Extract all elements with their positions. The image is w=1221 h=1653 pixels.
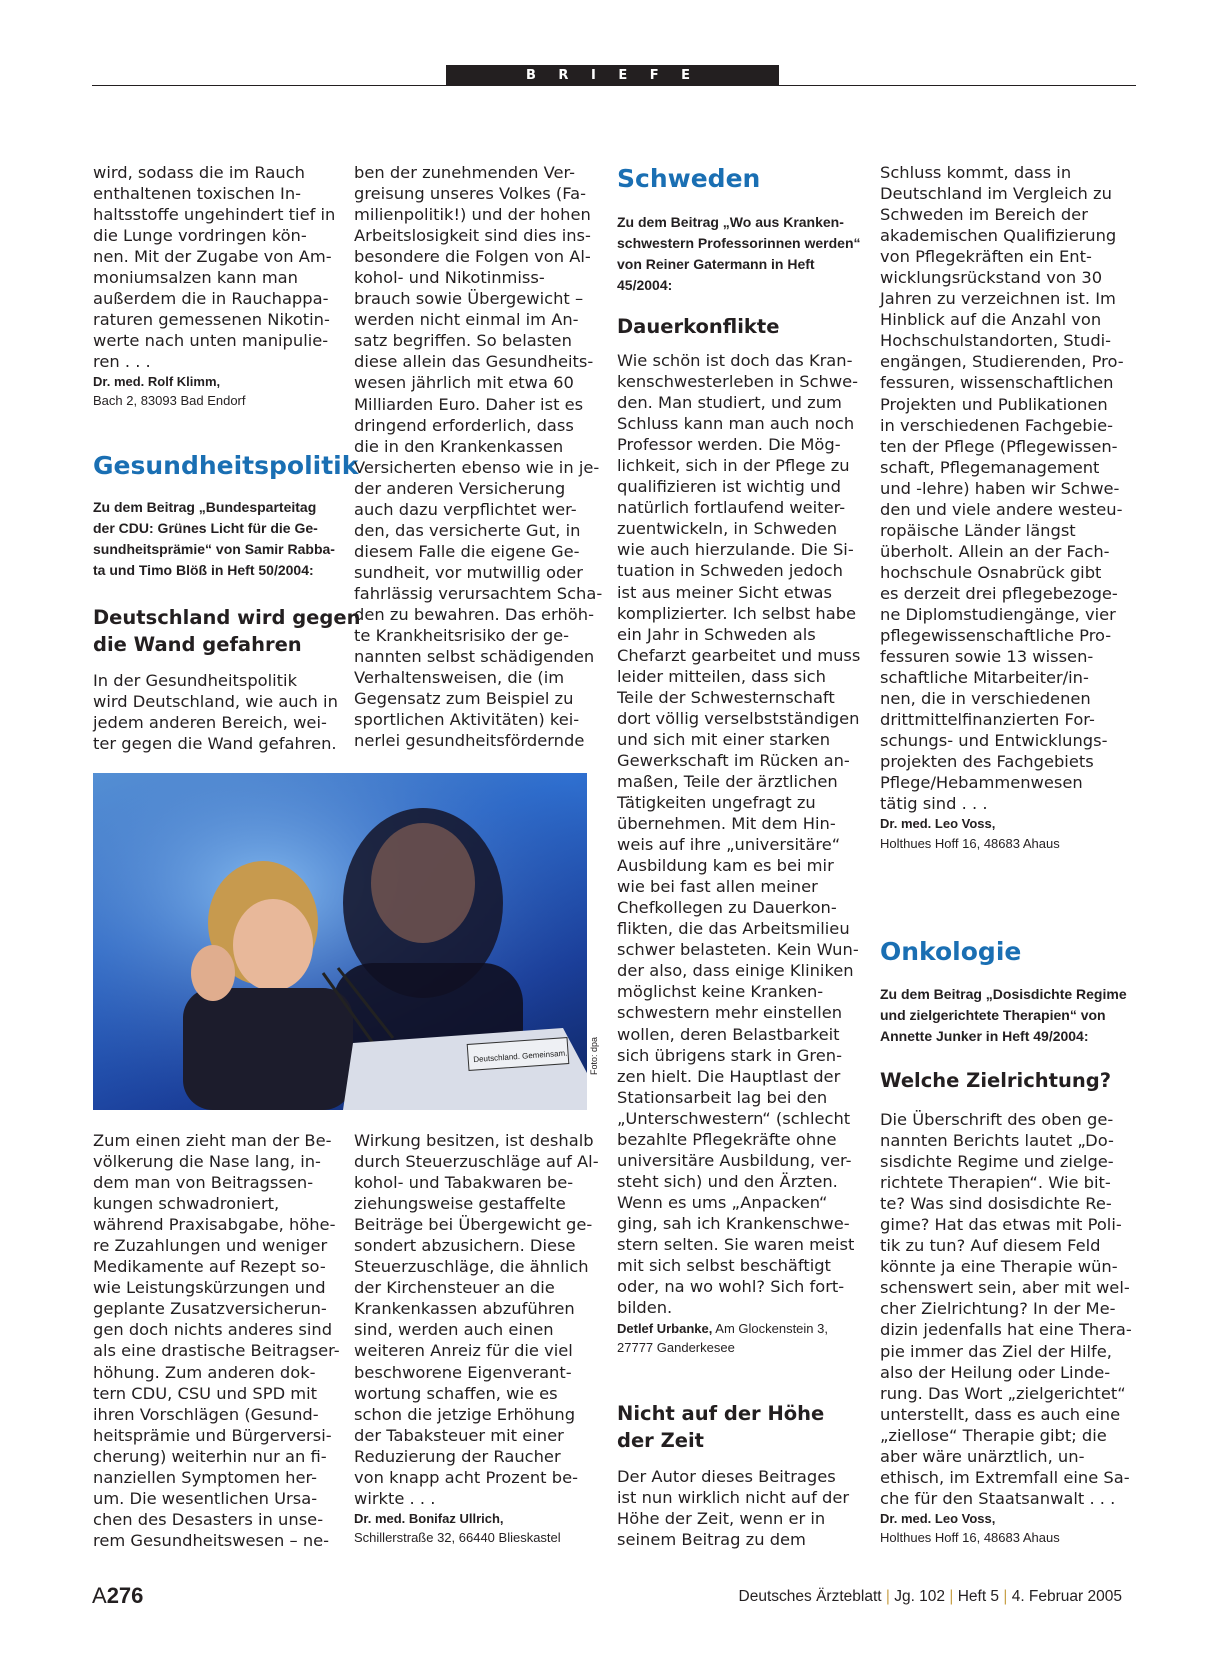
section-header: B R I E F E [446,65,779,86]
subhead-dauerkonflikte: Dauerkonflikte [617,315,780,338]
subhead-deutschland: Deutschland wird gegen die Wand gefahren [93,606,361,656]
address-klimm: Bach 2, 83093 Bad Endorf [93,393,246,409]
page-prefix: A [92,1583,107,1608]
journal-date: 4. Februar 2005 [1011,1588,1122,1605]
address-schiemann: Holthues Hoff 16, 48683 Ahaus [880,836,1060,852]
letter-schiemann-text-part2: Schluss kommt, dass in Deutschland im Vergleich zu Schweden im Bereich der akademischen Qualifizierung von Pflegekräften ein Ent- wicklungsrückstand von 30 Jahren zu verzeichnen ist. Im Hinblick auf die Anzahl von Hochschulstandorten, Studi- engängen, Studierenden, Pro- fessuren, wissenschaftlichen Projekten und Publikationen in verschiedenen Fachgebie- ten der Pflege (Pflegewissen- schaft, Pflegemanagement und -lehre) haben wir Schwe- den und viele andere westeu- ropäische Länder längst überholt. Allein an der Fach- hochschule Osnabrück gibt es derzeit drei pflegebezoge- ne Diplomstudiengänge, vier pflegewissenschaftliche Pro- fessuren sowie 13 wissen- schaftliche Mitarbeiter/in- nen, die in verschiedenen drittmittelfinanzierten For- schungs- und Entwicklungs- projekten des Fachgebiets Pflege/Hebammenwesen tätig sind . . . [880,163,1124,814]
subhead-nicht-auf-der-hoehe: Nicht auf der Höhe der Zeit [617,1402,825,1452]
column-3-letter-urbanke [617,350,862,1357]
section-schweden: Schweden [617,164,761,193]
photo-illustration [93,773,587,1110]
letter-schiemann-text-part1: Der Autor dieses Beitrages ist nun wirklich nicht auf der Höhe der Zeit, wenn er in seinem Beitrag zu dem [617,1467,850,1550]
letter-klimm-text: wird, sodass die im Rauch enthaltenen toxischen In- haltsstoffe ungehindert tief in die Lunge vordringen kön- nen. Mit der Zugabe von Am- moniumsalzen kann man außerdem die in Rauchappa- raturen gemessenen Nikotin- werte nach unten manipulie- ren . . . [93,163,336,372]
letter-voss-text: Die Überschrift des oben ge- nannten Berichts lautet „Do- sisdichte Regime und zielge- richtete Therapien“. Wie bit- te? Was sind dosisdichte Re- gime? Hat das etwas mit Poli- tik zu tun? Auf diesem Feld könnte ja eine Therapie wün- schenswert sein, aber mit wel- cher Zielrichtung? In der Me- dizin jedenfalls hat eine Thera- pie immer das Ziel der Hilfe, also der Heilung oder Linde- rung. Das Wort „zielgerichtet“ unterstellt, dass es auch eine „ziellose“ Therapie gibt; die aber wäre unärztlich, un- ethisch, im Extremfall eine Sa- che für den Staatsanwalt . . . [880,1110,1132,1508]
letter-urbanke-text: Wie schön ist doch das Kran- kenschwesterleben in Schwe- den. Man studiert, und zum Schluss kann man auch noch Professor werden. Die Mög- lichkeit, sich in der Pflege zu qualifizieren ist wichtig und natürlich fortlaufend weiter- zuentwickeln, in Schweden wie auch hierzulande. Die Si- tuation in Schweden jedoch ist aus meiner Sicht etwas komplizierter. Ich selbst habe ein Jahr in Schweden als Chefarzt gearbeitet und muss leider mitteilen, dass sich Teile der Schwesternschaft dort völlig verselbstständigen und sich mit einer starken Gewerkschaft im Rücken an- maßen, Teile der ärztlichen Tätigkeiten ungefragt zu übernehmen. Mit dem Hin- weis auf ihre „universitäre“ Ausbildung kam es bei mir wie bei fast allen meiner Chefkollegen zu Dauerkon- flikten, die das Arbeitsmilieu schwer belasteten. Kein Wun- der also, dass einige Kliniken möglichst keine Kranken- schwestern mehr einstellen wollen, deren Belastbarkeit sich übrigens stark in Gren- zen hielt. Die Hauptlast der Stationsarbeit lag bei den „Unterschwestern“ (schlecht bezahlte Pflegekräfte ohne universitäre Ausbildung, ver- steht sich) und den Ärzten. Wenn es ums „Anpacken“ ging, sah ich Krankenschwe- stern selten. Sie waren meist mit sich selbst beschäftigt oder, na wo wohl? Sich fort- bilden. [617,351,861,1318]
reference-gesundheitspolitik: Zu dem Beitrag „Bundesparteitag der CDU: Grünes Licht für die Ge- sundheitsprämie“ von Samir Rabba- ta und Timo Blöß in Heft 50/2004: [93,499,335,578]
column-4-letter-voss [880,1109,1130,1547]
journal-info [739,1588,1122,1606]
address-voss: Holthues Hoff 16, 48683 Ahaus [880,1529,1060,1545]
author-ullrich: Dr. med. Bonifaz Ullrich, [354,1510,504,1526]
subhead-welche-zielrichtung: Welche Zielrichtung? [880,1069,1112,1092]
address-urbanke-city: 27777 Ganderkesee [617,1340,735,1356]
column-2-bottom [354,1130,599,1547]
author-klimm: Dr. med. Rolf Klimm, [93,374,221,390]
column-4-letter-schiemann [880,162,1130,854]
journal-name: Deutsches Ärzteblatt [738,1588,882,1605]
author-urbanke: Detlef Urbanke, [617,1321,713,1337]
letter-ullrich-text-part3: Wirkung besitzen, ist deshalb durch Steuerzuschläge auf Al- kohol- und Tabakwaren be- ziehungsweise gestaffelte Beiträge bei Übergewicht ge- sondert abzusichern. Diese Steuerzuschläge, die ähnlich der Kirchensteuer an die Krankenkassen abzuführen sind, werden auch einen weiteren Anreiz für die viel beschworene Eigenverant- wortung schaffen, wie es schon die jetzige Erhöhung der Tabaksteuer mit einer Reduzierung der Raucher von knapp acht Prozent be- wirkte . . . [354,1131,599,1508]
section-onkologie: Onkologie [880,937,1022,966]
footer-divider-1: | [881,1588,895,1605]
page-number-value: 276 [106,1583,144,1608]
journal-volume: Jg. 102 [894,1588,946,1605]
section-gesundheitspolitik: Gesundheitspolitik [93,451,359,480]
reference-onkologie: Zu dem Beitrag „Dosisdichte Regime und zielgerichtete Therapien“ von Annette Junker in Heft 49/2004: [880,986,1127,1044]
photo-speaker [93,773,587,1110]
author-voss: Dr. med. Leo Voss, [880,1510,996,1526]
author-schiemann: Dr. med. Leo Voss, [880,816,996,832]
address-urbanke-street: Am Glockenstein 3, [712,1321,828,1337]
address-ullrich: Schillerstraße 32, 66440 Blieskastel [354,1529,561,1545]
footer-divider-3: | [999,1588,1012,1605]
photo-credit: Foto: dpa [589,1036,599,1075]
reference-schweden: Zu dem Beitrag „Wo aus Kranken- schwestern Professorinnen werden“ von Reiner Gatermann in Heft 45/2004: [617,214,861,293]
letter-ullrich-text-part2: Zum einen zieht man der Be- völkerung die Nase lang, in- dem man von Beitragssen- kungen schwadroniert, während Praxisabgabe, höhe- re Zuzahlungen und weniger Medikamente auf Rezept so- wie Leistungskürzungen und geplante Zusatzversicherun- gen doch nichts anderes sind als eine drastische Beitragser- höhung. Zum anderen dok- tern CDU, CSU und SPD mit ihren Vorschlägen (Gesund- heitsprämie und Bürgerversi- cherung) weiterhin nur an fi- nanziellen Symptomen her- um. Die wesentlichen Ursa- chen des Desasters in unse- rem Gesundheitswesen – ne- [93,1131,340,1550]
footer-divider-2: | [945,1588,958,1605]
podium-sign: Deutschland. Gemeinsam. [472,1048,568,1065]
urbanke-signature [617,1318,862,1338]
letter-ullrich-text-continued: ben der zunehmenden Ver- greisung unseres Volkes (Fa- milienpolitik!) und der hohen Arbeitslosigkeit sind dies ins- besondere die Folgen von Al- kohol- und Nikotinmiss- brauch sowie Übergewicht – werden nicht einmal im An- satz begriffen. So belasten diese allein das Gesundheits- wesen jährlich mit etwa 60 Milliarden Euro. Daher ist es dringend erforderlich, dass die in den Krankenkassen Versicherten ebenso wie in je- der anderen Versicherung auch dazu verpflichtet wer- den, das versicherte Gut, in diesem Falle die eigene Ge- sundheit, vor mutwillig oder fahrlässig verursachtem Scha- den zu bewahren. Das erhöh- te Krankheitsrisiko der ge- nannten selbst schädigenden Verhaltensweisen, die (im Gegensatz zum Beispiel zu sportlichen Aktivitäten) kei- nerlei gesundheitsfördernde [354,163,603,751]
page-number [92,1583,143,1609]
column-1 [93,162,343,410]
letter-ullrich-intro: In der Gesundheitspolitik wird Deutschland, wie auch in jedem anderen Bereich, wei- ter gegen die Wand gefahren. [93,671,338,754]
header-rule [92,85,1136,86]
journal-issue: Heft 5 [957,1588,1000,1605]
